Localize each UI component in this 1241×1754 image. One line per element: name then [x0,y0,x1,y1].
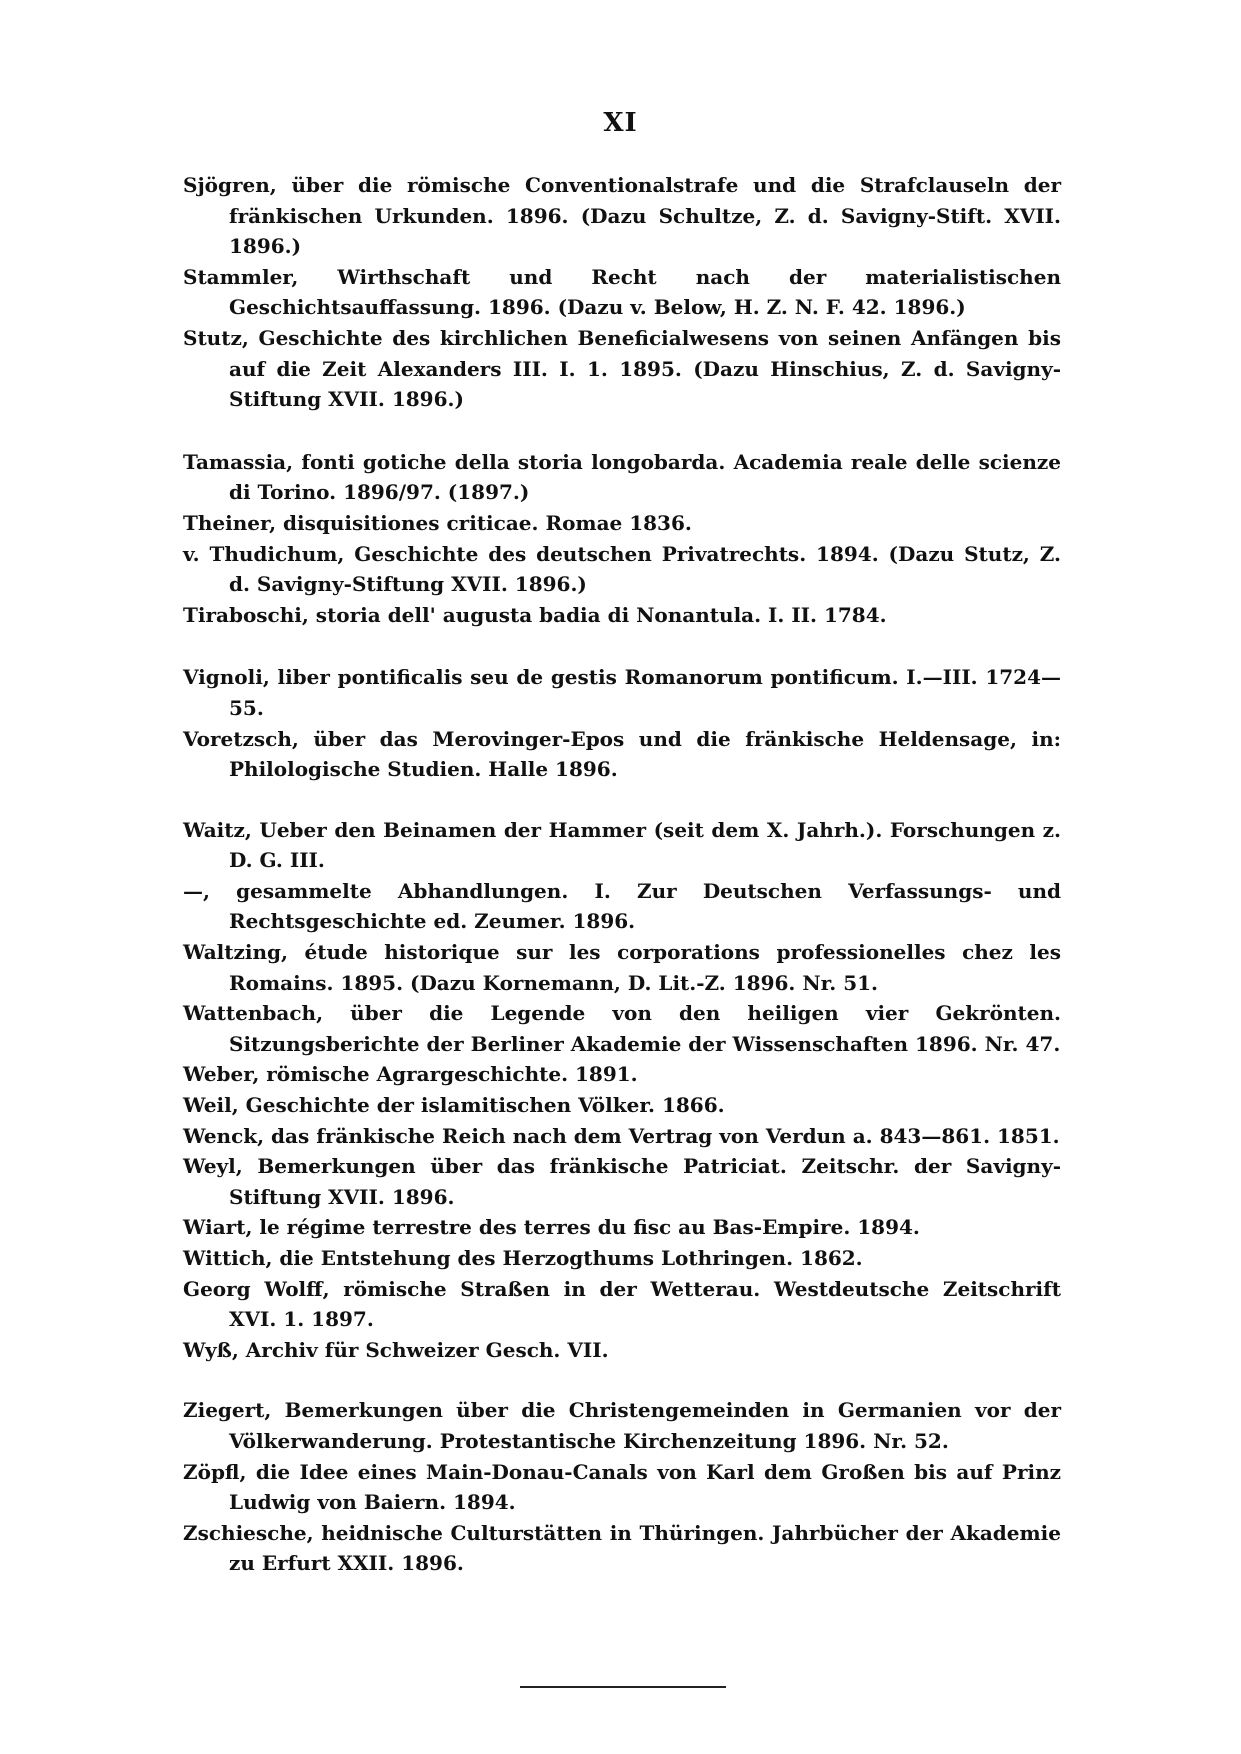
bibliography-entry: Waitz, Ueber den Beinamen der Hammer (seit dem X. Jahrh.). Forschungen z. D. G. III. [183,817,1061,873]
bibliography-entry: Ziegert, Bemerkungen über die Christengemeinden in Germanien vor der Völkerwanderung. Protestantische Kirchenzeitung 1896. Nr. 52. [183,1398,1061,1453]
bibliography-entry: Theiner, disquisitiones criticae. Romae 1836. [183,510,692,535]
group-spacer [183,785,1061,815]
page-number: XI [603,108,638,138]
group-spacer [183,1365,1061,1395]
bibliography-entry: Wittich, die Entstehung des Herzogthums Lothringen. 1862. [183,1246,863,1270]
bibliography-group-t [183,447,1061,631]
bibliography-entry: Zöpfl, die Idee eines Main-Donau-Canals von Karl dem Großen bis auf Prinz Ludwig von Baiern. 1894. [183,1459,1061,1515]
bibliography-entry: Voretzsch, über das Merovinger-Epos und die fränkische Heldensage, in: Philologische Studien. Halle 1896. [183,726,1061,782]
bibliography-entry: Tamassia, fonti gotiche della storia longobarda. Academia reale delle scienze di Torino. 1896/97. (1897.) [183,449,1061,505]
bibliography-entry: Stutz, Geschichte des kirchlichen Beneficialwesens von seinen Anfängen bis auf die Zeit Alexanders III. I. 1. 1895. (Dazu Hinschius, Z. d. Savigny-Stiftung XVII. 1896.) [183,325,1061,412]
bibliography-entry: Weber, römische Agrargeschichte. 1891. [183,1062,638,1087]
bibliography-entry: Wiart, le régime terrestre des terres du fisc au Bas-Empire. 1894. [183,1215,920,1240]
bibliography-group-z [183,1395,1061,1579]
bibliography-group-s [183,170,1061,415]
bibliography-entry: Stammler, Wirthschaft und Recht nach der materialistischen Geschichtsauffassung. 1896. (Dazu v. Below, H. Z. N. F. 42. 1896.) [183,264,1061,320]
bibliography-entry: Wattenbach, über die Legende von den heiligen vier Gekrönten. Sitzungsberichte der Berliner Akademie der Wissenschaften 1896. Nr. 47. [183,1001,1061,1056]
bibliography-entry: —, gesammelte Abhandlungen. I. Zur Deutschen Verfassungs- und Rechtsgeschichte ed. Zeumer. 1896. [183,878,1061,934]
group-spacer [183,415,1061,447]
group-spacer [183,630,1061,662]
bibliography-group-w [183,815,1061,1366]
bibliography-entry: v. Thudichum, Geschichte des deutschen Privatrechts. 1894. (Dazu Stutz, Z. d. Savigny-Stiftung XVII. 1896.) [183,541,1061,597]
bibliography-list [183,170,1061,1579]
end-rule-divider [520,1686,726,1688]
bibliography-entry: Waltzing, étude historique sur les corporations professionelles chez les Romains. 1895. (Dazu Kornemann, D. Lit.-Z. 1896. Nr. 51. [183,940,1061,995]
bibliography-entry: Zschiesche, heidnische Culturstätten in Thüringen. Jahrbücher der Akademie zu Erfurt XXII. 1896. [183,1520,1061,1576]
bibliography-entry: Vignoli, liber pontificalis seu de gestis Romanorum pontificum. I.—III. 1724—55. [183,665,1061,720]
bibliography-entry: Weyl, Bemerkungen über das fränkische Patriciat. Zeitschr. der Savigny-Stiftung XVII. 1896. [183,1154,1061,1209]
bibliography-entry: Wyß, Archiv für Schweizer Gesch. VII. [183,1337,609,1362]
bibliography-entry: Tiraboschi, storia dell' augusta badia di Nonantula. I. II. 1784. [183,602,887,627]
bibliography-entry: Wenck, das fränkische Reich nach dem Vertrag von Verdun a. 843—861. 1851. [183,1123,1060,1148]
bibliography-entry: Weil, Geschichte der islamitischen Völker. 1866. [183,1093,725,1118]
bibliography-group-v [183,662,1061,784]
bibliography-entry: Sjögren, über die römische Conventionalstrafe und die Strafclauseln der fränkischen Urkunden. 1896. (Dazu Schultze, Z. d. Savigny-Stift. XVII. 1896.) [183,173,1061,259]
bibliography-entry: Georg Wolff, römische Straßen in der Wetterau. Westdeutsche Zeitschrift XVI. 1. 1897. [183,1276,1061,1332]
